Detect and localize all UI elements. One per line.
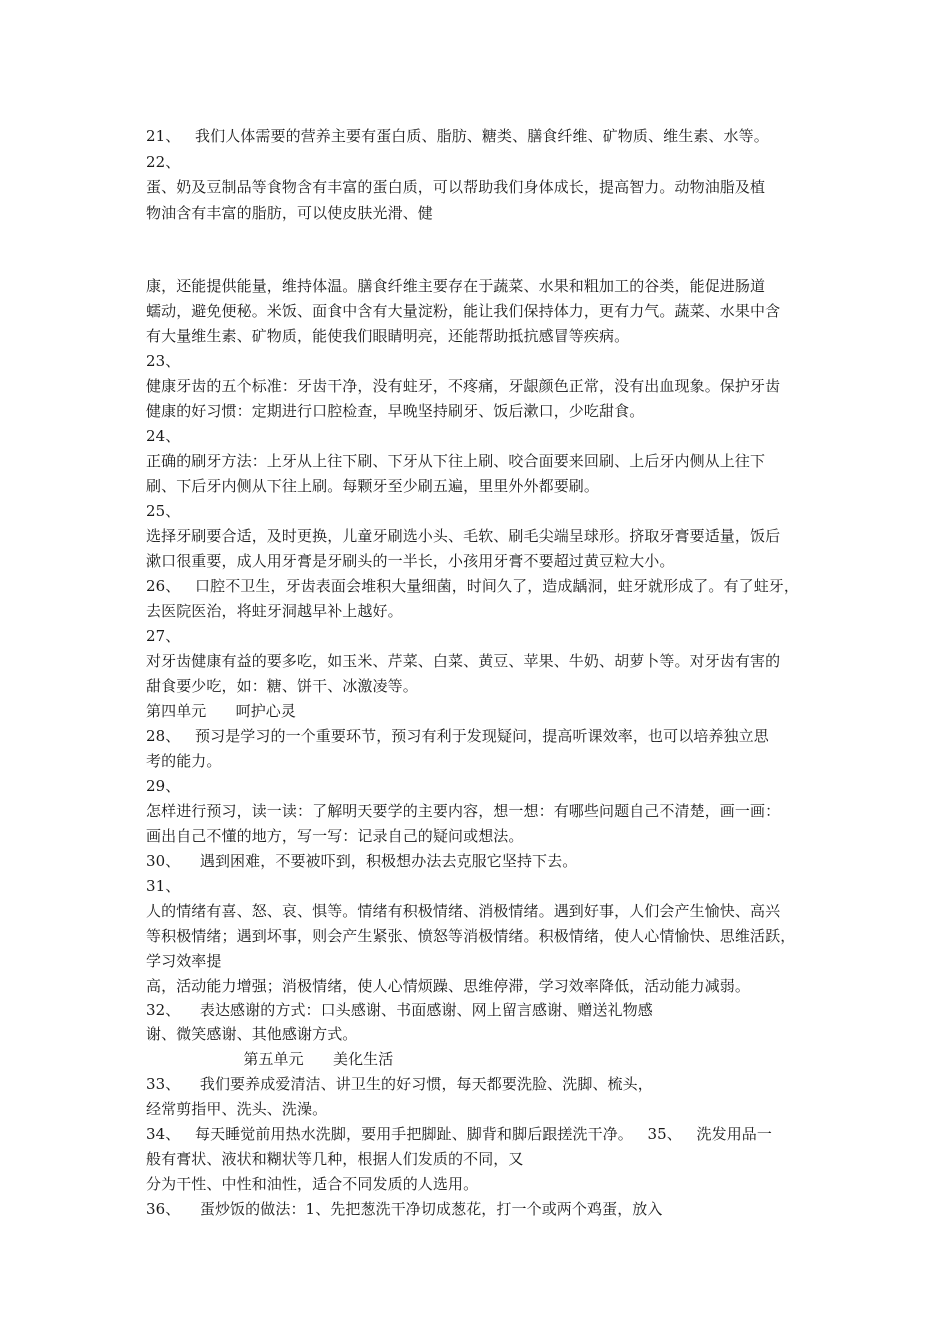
- text-line: 有大量维生素、矿物质，能使我们眼睛明亮，还能帮助抵抗感冒等疾病。: [146, 327, 630, 345]
- text-line: 蛋、奶及豆制品等食物含有丰富的蛋白质，可以帮助我们身体成长，提高智力。动物油脂及植: [146, 178, 766, 196]
- text-line: 36、 蛋炒饭的做法：1、先把葱洗干净切成葱花，打一个或两个鸡蛋，放入: [146, 1200, 663, 1218]
- text-line: 22、: [146, 153, 181, 171]
- text-line: 般有膏状、液状和糊状等几种，根据人们发质的不同，又: [146, 1150, 524, 1168]
- text-line: 25、: [146, 502, 181, 520]
- section-heading: 第五单元 美化生活: [146, 1050, 394, 1068]
- text-line: 人的情绪有喜、怒、哀、惧等。情绪有积极情绪、消极情绪。遇到好事，人们会产生愉快、高兴: [146, 902, 781, 920]
- text-line: 考的能力。: [146, 752, 222, 770]
- text-line: 学习效率提: [146, 952, 222, 970]
- text-line: 甜食要少吃，如：糖、饼干、冰激凌等。: [146, 677, 418, 695]
- text-line: 正确的刷牙方法：上牙从上往下刷、下牙从下往上刷、咬合面要来回刷、上后牙内侧从上往下: [146, 452, 766, 470]
- text-line: 刷、下后牙内侧从下往上刷。每颗牙至少刷五遍，里里外外都要刷。: [146, 477, 600, 495]
- text-line: 30、 遇到困难，不要被吓到，积极想办法去克服它坚持下去。: [146, 852, 578, 870]
- text-line: 健康牙齿的五个标准：牙齿干净，没有蛀牙，不疼痛，牙龈颜色正常，没有出血现象。保护牙齿: [146, 377, 781, 395]
- text-line: 33、 我们要养成爱清洁、讲卫生的好习惯，每天都要洗脸、洗脚、梳头，: [146, 1075, 653, 1093]
- text-line: 画出自己不懂的地方，写一写：记录自己的疑问或想法。: [146, 827, 524, 845]
- text-line: 经常剪指甲、洗头、洗澡。: [146, 1100, 328, 1118]
- text-line: 选择牙刷要合适，及时更换，儿童牙刷选小头、毛软、刷毛尖端呈球形。挤取牙膏要适量，饭后: [146, 527, 781, 545]
- text-line: 健康的好习惯：定期进行口腔检查，早晚坚持刷牙、饭后漱口，少吃甜食。: [146, 402, 645, 420]
- text-line: 31、: [146, 877, 181, 895]
- text-line: 29、: [146, 777, 181, 795]
- text-line: 21、 我们人体需要的营养主要有蛋白质、脂肪、糖类、膳食纤维、矿物质、维生素、水等。: [146, 127, 769, 145]
- text-line: 32、 表达感谢的方式：口头感谢、书面感谢、网上留言感谢、赠送礼物感: [146, 1001, 653, 1019]
- text-line: 对牙齿健康有益的要多吃，如玉米、芹菜、白菜、黄豆、苹果、牛奶、胡萝卜等。对牙齿有害的: [146, 652, 781, 670]
- text-line: 怎样进行预习，读一读：了解明天要学的主要内容，想一想：有哪些问题自己不清楚，画一画：: [146, 802, 781, 820]
- text-line: 物油含有丰富的脂肪，可以使皮肤光滑、健: [146, 204, 433, 222]
- text-line: 等积极情绪；遇到坏事，则会产生紧张、愤怒等消极情绪。积极情绪，使人心情愉快、思维活跃，: [146, 927, 796, 945]
- text-line: 23、: [146, 352, 181, 370]
- text-line: 27、: [146, 627, 181, 645]
- text-line: 34、 每天睡觉前用热水洗脚，要用手把脚趾、脚背和脚后跟搓洗干净。 35、 洗发用品一: [146, 1125, 772, 1143]
- text-line: 谢、微笑感谢、其他感谢方式。: [146, 1025, 358, 1043]
- text-line: 26、 口腔不卫生，牙齿表面会堆积大量细菌，时间久了，造成龋洞，蛀牙就形成了。有了蛀牙，: [146, 577, 799, 595]
- section-heading: 第四单元 呵护心灵: [146, 702, 297, 720]
- text-line: 康，还能提供能量，维持体温。膳食纤维主要存在于蔬菜、水果和粗加工的谷类，能促进肠道: [146, 277, 766, 295]
- text-line: 分为干性、中性和油性，适合不同发质的人选用。: [146, 1175, 479, 1193]
- text-line: 去医院医治，将蛀牙洞越早补上越好。: [146, 602, 403, 620]
- text-line: 高，活动能力增强；消极情绪，使人心情烦躁、思维停滞，学习效率降低，活动能力减弱。: [146, 977, 751, 995]
- text-line: 漱口很重要，成人用牙膏是牙刷头的一半长，小孩用牙膏不要超过黄豆粒大小。: [146, 552, 675, 570]
- text-line: 24、: [146, 427, 181, 445]
- text-line: 28、 预习是学习的一个重要环节，预习有利于发现疑问，提高听课效率，也可以培养独立思: [146, 727, 769, 745]
- text-line: 蠕动，避免便秘。米饭、面食中含有大量淀粉，能让我们保持体力，更有力气。蔬菜、水果中含: [146, 302, 781, 320]
